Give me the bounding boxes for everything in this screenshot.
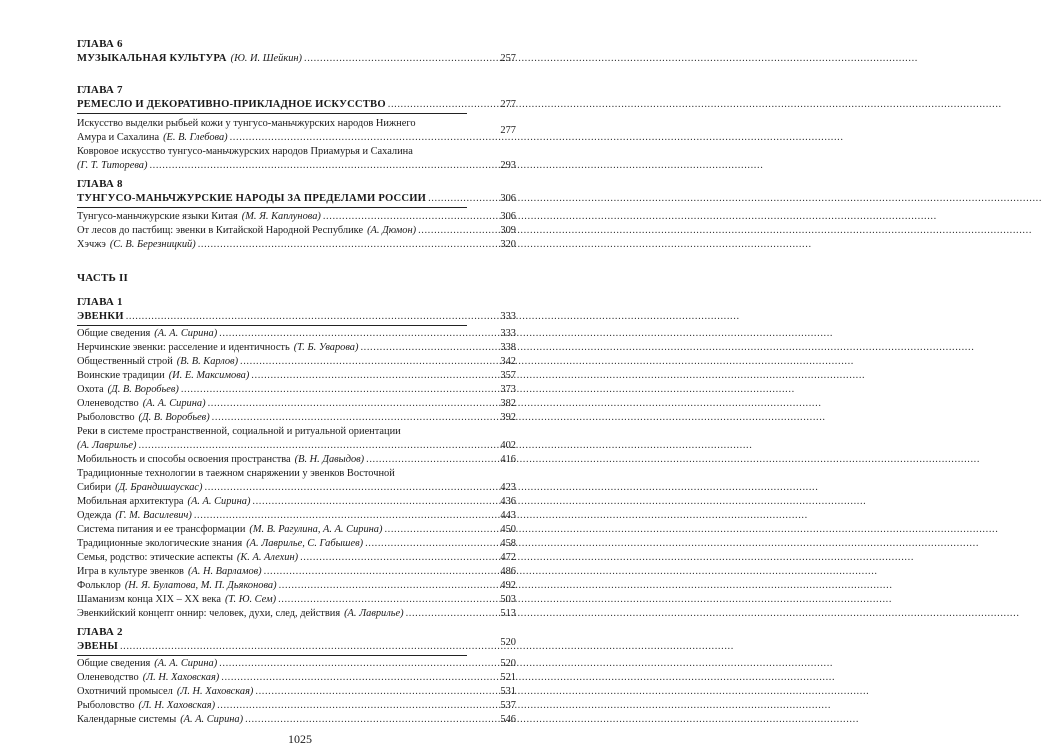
page-number: 309 (500, 225, 516, 236)
chapter-7-label: ГЛАВА 7 (77, 84, 123, 96)
entry-title: Рыболовство (77, 412, 135, 423)
part-2-label: ЧАСТЬ II (77, 272, 128, 284)
entry-author: (Д. В. Воробьев) (107, 384, 179, 395)
page-number: 531 (500, 686, 516, 697)
entry-author: (С. В. Березницкий) (109, 239, 196, 250)
page-number: 450 (500, 524, 516, 535)
dot-leader (217, 699, 831, 713)
entry-author: (Е. В. Глебова) (163, 132, 228, 143)
dot-leader (428, 192, 1042, 206)
dot-leader (279, 579, 893, 593)
heading-text: ТУНГУСО-МАНЬЧЖУРСКИЕ НАРОДЫ ЗА ПРЕДЕЛАМИ РОССИИ (77, 193, 427, 204)
page-number: 521 (500, 672, 516, 683)
toc-entry[interactable] (77, 495, 467, 509)
toc-entry[interactable] (77, 224, 467, 238)
entry-title: Эвенкийский концепт оннир: человек, духи, след, действия (77, 608, 341, 619)
entry-title: Охотничий промысел (77, 686, 173, 697)
entry-title: Амура и Сахалина (77, 132, 160, 143)
page-number: 392 (500, 412, 516, 423)
page-number: 416 (500, 454, 516, 465)
toc-entry[interactable] (77, 565, 467, 579)
page-number: 402 (500, 440, 516, 451)
entry-title: Рыболовство (77, 700, 135, 711)
entry-author: (Д. В. Воробьев) (138, 412, 210, 423)
heading-author: (Ю. И. Шейкин) (230, 53, 303, 64)
page-number: 492 (500, 580, 516, 591)
page-number: 513 (500, 608, 516, 619)
heading-text: ЭВЕНКИ (77, 311, 124, 322)
dot-leader (219, 657, 833, 671)
page-number: 333 (500, 311, 516, 322)
dot-leader (323, 210, 937, 224)
entry-title: Хэчжэ (77, 239, 106, 250)
entry-line1[interactable]: Ковровое искусство тунгусо-маньчжурских народов Приамурья и Сахалина (77, 146, 413, 157)
entry-author: (А. А. Сирина) (154, 328, 218, 339)
dot-leader (219, 327, 833, 341)
page-number: 382 (500, 398, 516, 409)
toc-entry[interactable] (77, 355, 467, 369)
toc-entry[interactable] (77, 657, 467, 671)
heading-text: РЕМЕСЛО И ДЕКОРАТИВНО-ПРИКЛАДНОЕ ИСКУССТВО (77, 99, 386, 110)
entry-title: Одежда (77, 510, 112, 521)
part2-chapter-1-label: ГЛАВА 1 (77, 296, 123, 308)
entry-author: (Г. Т. Титорева) (77, 160, 148, 171)
toc-entry[interactable] (77, 397, 467, 411)
entry-author: (Д. Брандишаускас) (115, 482, 203, 493)
entry-author: (В. Н. Давыдов) (294, 454, 365, 465)
heading-text: МУЗЫКАЛЬНАЯ КУЛЬТУРА (77, 53, 227, 64)
toc-entry[interactable] (77, 383, 467, 397)
entry-title: Игра в культуре эвенков (77, 566, 184, 577)
toc-entry[interactable] (77, 159, 467, 173)
dot-leader (278, 593, 892, 607)
entry-title: Воинские традиции (77, 370, 165, 381)
entry-line1[interactable]: Реки в системе пространственной, социальной и ритуальной ориентации (77, 426, 401, 437)
entry-title: Семья, родство: этические аспекты (77, 552, 233, 563)
page-number: 320 (500, 239, 516, 250)
toc-entry[interactable] (77, 593, 467, 607)
page-number: 458 (500, 538, 516, 549)
entry-title: Мобильность и способы освоения пространства (77, 454, 291, 465)
page-number: 338 (500, 342, 516, 353)
page-number: 486 (500, 566, 516, 577)
entry-line1[interactable]: Искусство выделки рыбьей кожи у тунгусо-маньчжурских народов Нижнего (77, 118, 416, 129)
part2-chapter-2-label: ГЛАВА 2 (77, 626, 123, 638)
dot-leader (245, 713, 859, 727)
entry-author: (К. А. Алехин) (236, 552, 299, 563)
chapter-6-heading[interactable] (77, 52, 467, 66)
toc-entry[interactable] (77, 523, 467, 537)
toc-entry[interactable] (77, 238, 467, 252)
entry-author: (А. Н. Варламов) (187, 566, 262, 577)
entry-title: Охота (77, 384, 104, 395)
page-folio: 1025 (288, 732, 312, 746)
toc-entry[interactable] (77, 579, 467, 593)
entry-author: (М. Я. Каплунова) (241, 211, 321, 222)
dot-leader (212, 411, 826, 425)
heading-text: ЭВЕНЫ (77, 641, 118, 652)
entry-author: (Т. Б. Уварова) (293, 342, 359, 353)
chapter-7-heading[interactable] (77, 98, 467, 112)
dot-leader (252, 495, 866, 509)
entry-title: Оленеводство (77, 398, 139, 409)
page-number: 293 (500, 160, 516, 171)
toc-entry[interactable] (77, 210, 467, 224)
entry-author: (А. Лаврилье, С. Габышев) (246, 538, 364, 549)
toc-entry[interactable] (77, 327, 467, 341)
page-number: 373 (500, 384, 516, 395)
dot-leader (365, 537, 979, 551)
entry-author: (Г. М. Василевич) (115, 510, 192, 521)
entry-author: (М. В. Рагулина, А. А. Сирина) (249, 524, 383, 535)
page-number: 423 (500, 482, 516, 493)
entry-title: Общие сведения (77, 658, 151, 669)
toc-entry[interactable] (77, 453, 467, 467)
toc-entry[interactable] (77, 551, 467, 565)
page-number: 520 (500, 658, 516, 669)
dot-leader (360, 341, 974, 355)
toc-entry[interactable] (77, 131, 467, 145)
entry-title: Сибири (77, 482, 112, 493)
dot-leader (126, 310, 740, 324)
entry-author: (А. А. Сирина) (154, 658, 218, 669)
dot-leader (264, 565, 878, 579)
entry-author: (А. А. Сирина) (142, 398, 206, 409)
page-number: 357 (500, 370, 516, 381)
page-number: 443 (500, 510, 516, 521)
entry-title: Традиционные экологические знания (77, 538, 243, 549)
chapter-8-label: ГЛАВА 8 (77, 178, 123, 190)
dot-leader (251, 369, 865, 383)
entry-author: (Н. Я. Булатова, М. П. Дьяконова) (124, 580, 277, 591)
entry-author: (А. Лаврилье) (77, 440, 137, 451)
page-number: 277 (500, 125, 516, 136)
entry-title: Общие сведения (77, 328, 151, 339)
chapter-6-label: ГЛАВА 6 (77, 38, 123, 50)
toc-entry[interactable] (77, 481, 467, 495)
chapter-8-heading[interactable] (77, 192, 467, 206)
dot-leader (240, 355, 854, 369)
entry-title: Общественный строй (77, 356, 173, 367)
entry-title: Система питания и ее трансформации (77, 524, 246, 535)
entry-title: Шаманизм конца XIX – XX века (77, 594, 221, 605)
entry-line1[interactable]: Традиционные технологии в таежном снаряжении у эвенков Восточной (77, 468, 395, 479)
dot-leader (149, 159, 763, 173)
page-number: 333 (500, 328, 516, 339)
page-number: 503 (500, 594, 516, 605)
page-number: 277 (500, 99, 516, 110)
toc-entry[interactable] (77, 607, 467, 621)
entry-author: (Л. Н. Хаховская) (176, 686, 254, 697)
page-number: 306 (500, 211, 516, 222)
toc-entry[interactable] (77, 509, 467, 523)
toc-entry[interactable] (77, 537, 467, 551)
entry-title: Оленеводство (77, 672, 139, 683)
entry-author: (А. А. Сирина) (187, 496, 251, 507)
toc-entry[interactable] (77, 671, 467, 685)
entry-title: Нерчинские эвенки: расселение и идентичность (77, 342, 290, 353)
toc-entry[interactable] (77, 439, 467, 453)
dot-leader (230, 131, 844, 145)
entry-title: Тунгусо-маньчжурские языки Китая (77, 211, 238, 222)
page-number: 306 (500, 193, 516, 204)
page-number: 472 (500, 552, 516, 563)
entry-author: (И. Е. Максимова) (168, 370, 250, 381)
page-number: 520 (500, 637, 516, 648)
entry-title: Мобильная архитектура (77, 496, 184, 507)
dot-leader (300, 551, 914, 565)
heading-rule (77, 655, 467, 656)
part2-chapter-2-heading[interactable] (77, 640, 467, 654)
entry-author: (А. А. Сирина) (180, 714, 244, 725)
toc-entry[interactable] (77, 411, 467, 425)
entry-author: (А. Дюмон) (367, 225, 417, 236)
dot-leader (255, 685, 869, 699)
dot-leader (366, 453, 980, 467)
part2-chapter-1-heading[interactable] (77, 310, 467, 324)
entry-author: (В. В. Карлов) (176, 356, 239, 367)
dot-leader (221, 671, 835, 685)
heading-rule (77, 207, 467, 208)
entry-author: (Л. Н. Хаховская) (142, 672, 220, 683)
page-number: 257 (500, 53, 516, 64)
toc-entry[interactable] (77, 341, 467, 355)
page-number: 436 (500, 496, 516, 507)
toc-entry[interactable] (77, 369, 467, 383)
dot-leader (120, 640, 734, 654)
entry-title: Фольклор (77, 580, 121, 591)
page-number: 342 (500, 356, 516, 367)
toc-entry[interactable] (77, 713, 467, 727)
heading-rule (77, 325, 467, 326)
toc-entry[interactable] (77, 685, 467, 699)
dot-leader (138, 439, 752, 453)
heading-rule (77, 113, 467, 114)
entry-author: (А. Лаврилье) (344, 608, 404, 619)
page-number: 546 (500, 714, 516, 725)
dot-leader (304, 52, 918, 66)
entry-author: (Л. Н. Хаховская) (138, 700, 216, 711)
page-number: 537 (500, 700, 516, 711)
toc-entry[interactable] (77, 699, 467, 713)
entry-title: Календарные системы (77, 714, 177, 725)
entry-author: (Т. Ю. Сем) (224, 594, 277, 605)
entry-title: От лесов до пастбищ: эвенки в Китайской Народной Республике (77, 225, 364, 236)
